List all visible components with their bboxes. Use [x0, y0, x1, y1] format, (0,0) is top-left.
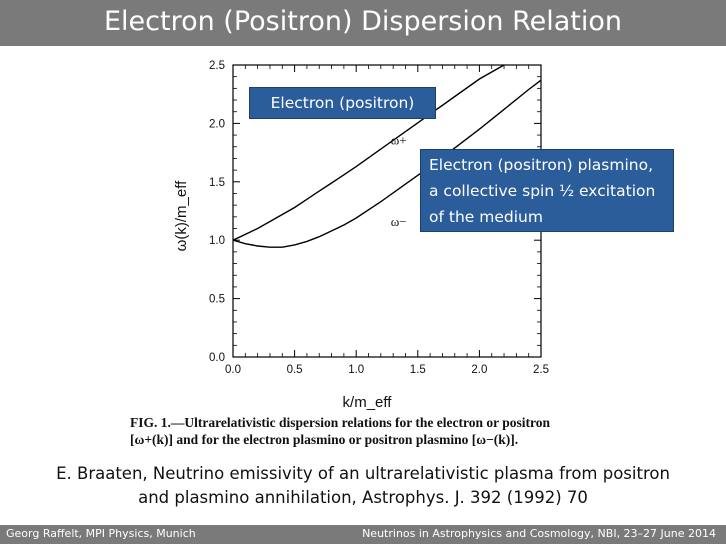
reference-line-2: and plasmino annihilation, Astrophys. J. 392 (1992) 70 — [138, 488, 588, 507]
slide-title: Electron (Positron) Dispersion Relation — [103, 6, 623, 37]
y-tick-label: 1.5 — [209, 176, 225, 189]
plasmino-callout-line-1: Electron (positron) plasmino, — [429, 156, 654, 174]
electron-callout: Electron (positron) — [249, 87, 436, 119]
y-tick-label: 2.0 — [209, 118, 225, 131]
plasmino-callout-line-2: a collective spin ½ excitation — [429, 182, 656, 200]
y-tick-label: 1.0 — [209, 235, 225, 248]
plasmino-callout — [420, 149, 674, 232]
caption-line-1: FIG. 1.—Ultrarelativistic dispersion relations for the electron or positron — [130, 415, 550, 430]
plasmino-callout-line-3: of the medium — [429, 208, 543, 226]
reference-line-1: E. Braaten, Neutrino emissivity of an ultrarelativistic plasma from positron — [56, 464, 670, 483]
x-tick-label: 0.0 — [225, 364, 241, 376]
caption-line-2: [ω+(k)] and for the electron plasmino or positron plasmino [ω−(k)]. — [130, 432, 519, 447]
curve-label: ω+ — [390, 132, 407, 148]
reference-text — [20, 462, 706, 510]
x-tick-label: 1.5 — [409, 364, 426, 376]
y-axis-label: ω(k)/m_eff — [173, 180, 190, 252]
x-tick-label: 0.5 — [286, 364, 303, 376]
y-tick-label: 2.5 — [209, 60, 225, 72]
x-tick-label: 2.0 — [471, 364, 488, 376]
x-tick-label: 2.5 — [533, 364, 549, 376]
figure-caption — [130, 414, 610, 448]
x-tick-label: 1.0 — [348, 364, 365, 376]
y-tick-label: 0.5 — [209, 293, 225, 306]
footer-event: Neutrinos in Astrophysics and Cosmology, NBI, 23–27 June 2014 — [362, 527, 716, 540]
y-tick-label: 0.0 — [209, 352, 225, 364]
footer-author: Georg Raffelt, MPI Physics, Munich — [6, 527, 196, 540]
curve-label: ω− — [390, 214, 407, 230]
x-axis-label: k/m_eff — [342, 394, 392, 411]
